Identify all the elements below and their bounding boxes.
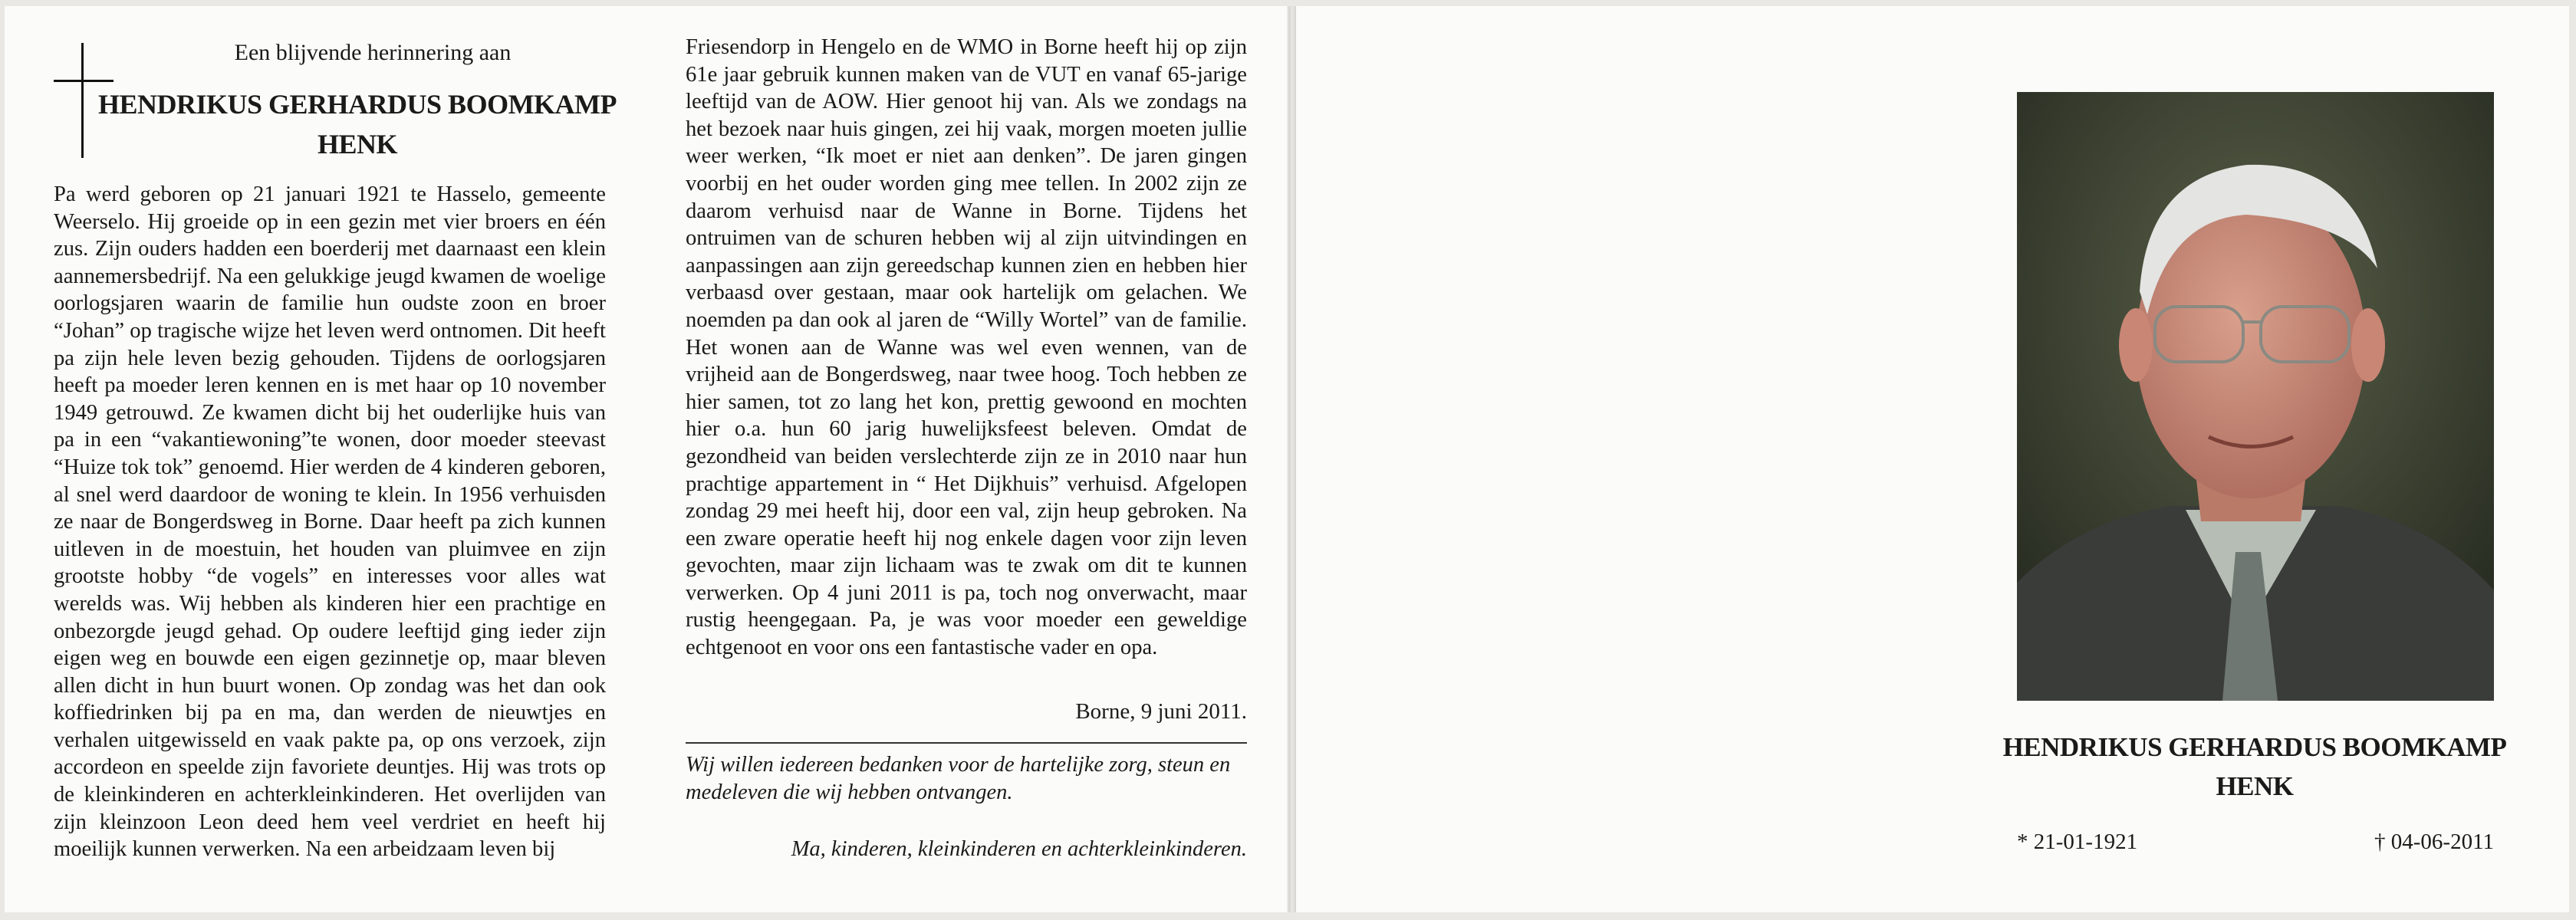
deceased-nickname: HENK — [317, 129, 397, 160]
place-date-signoff: Borne, 9 juni 2011. — [1075, 699, 1247, 724]
cross-icon-bar — [54, 80, 114, 82]
biography-text-1: Pa werd geboren op 21 januari 1921 te Hasselo, gemeente Weerselo. Hij groeide op in een gezin met vier broers en één zus. Zijn ouders hadden een boerderij met daarnaast een klein aannemersbedrijf. Na een gelukkige jeugd kwamen de woelige oorlogsjaren waarin de familie hun oudste zoon en broer “Johan” op tragische wijze het leven werd ontnomen. Dit heeft pa zijn hele leven bezig gehouden. Tijdens de oorlogsjaren heeft pa moeder leren kennen en is met haar op 10 november 1949 getrouwd. Ze kwamen dicht bij het ouderlijke huis van pa in een “vakantiewoning”te wonen, door moeder steevast “Huize tok tok” genoemd. Hier werden de 4 kinderen geboren, al snel werd daardoor de woning te klein. In 1956 verhuisden ze naar de Bongerdsweg in Borne. Daar heeft pa zich kunnen uitleven in de moestuin, het houden van pluimvee en zijn grootste hobby “de vogels” en interesses voor alles wat werelds was. Wij hebben als kinderen hier een prachtige en onbezorgde jeugd gehad. Op oudere leeftijd ging ieder zijn eigen weg en bouwde een eigen gezinnetje op, maar bleven allen dicht in hun buurt wonen. Op zondag was het dan ook koffiedrinken bij pa en ma, dan werden de nieuwtjes en verhalen uitgewisseld en vaak pakte pa, op ons verzoek, zijn accordeon en speelde zijn favoriete deuntjes. Hij was trots op de kleinkinderen en achterkleinkinderen. Het overlijden van zijn kleinzoon Leon deed hem veel verdriet en heeft hij moeilijk kunnen verwerken. Na een arbeidzaam leven bij — [54, 182, 606, 862]
family-signature: Ma, kinderen, kleinkinderen en achterkleinkinderen. — [791, 837, 1247, 861]
biography-column-1 — [54, 181, 606, 863]
deceased-full-name: HENDRIKUS GERHARDUS BOOMKAMP — [97, 89, 617, 120]
death-date: † 04-06-2011 — [2374, 830, 2494, 854]
divider-line — [686, 742, 1247, 744]
birth-date: * 21-01-1921 — [2017, 830, 2138, 854]
biography-column-2 — [686, 34, 1247, 662]
photo-page-name-block — [1994, 728, 2515, 807]
photo-page-full-name: HENDRIKUS GERHARDUS BOOMKAMP — [2002, 732, 2507, 762]
biography-text-2: Friesendorp in Hengelo en de WMO in Borne heeft hij op zijn 61e jaar gebruik kunnen maken van de VUT en vanaf 65-jarige leeftijd van de AOW. Hier genoot hij van. Als we zondags na het bezoek naar huis gingen, zei hij vaak, morgen moeten jullie weer werken, “Ik moet er niet aan denken”. De jaren gingen voorbij en het ouder worden ging mee tellen. In 2002 zijn ze daarom verhuisd naar de Wanne in Borne. Tijdens het ontruimen van de schuren hebben wij al zijn uitvindingen en aanpassingen aan zijn gereedschap kunnen zien en hebben hier verbaasd over gestaan, maar ook hartelijk om gelachen. We noemden pa dan ook al jaren de “Willy Wortel” van de familie. Het wonen aan de Wanne was wel even wennen, van de vrijheid aan de Bongerdsweg, naar twee hoog. Toch hebben ze hier samen, tot zo lang het kon, prettig gewoond en mochten hier o.a. hun 60 jarig huwelijksfeest beleven. Omdat de gezondheid van beiden verslechterde zijn ze in 2010 naar hun prachtige appartement in “ Het Dijkhuis” verhuisd. Afgelopen zondag 29 mei heeft hij, door een val, zijn heup gebroken. Na een zware operatie heeft hij nog enkele dagen voor zijn leven gevochten, maar zijn lichaam was te zwak om dit te kunnen verwerken. Op 4 juni 2011 is pa, toch nog onverwacht, maar rustig heengegaan. Pa, je was voor moeder een geweldige echtgenoot en voor ons een fantastische vader en opa. — [686, 35, 1247, 660]
thanks-text: Wij willen iedereen bedanken voor de hartelijke zorg, steun en medeleven die wij hebben ontvangen. — [686, 753, 1231, 804]
card-fold — [1288, 6, 1296, 912]
deceased-name-block — [97, 84, 618, 164]
intro-text: Een blijvende herinnering aan — [234, 40, 512, 65]
portrait-photo — [2017, 92, 2494, 701]
cross-icon — [81, 43, 84, 158]
photo-page-nickname: HENK — [2216, 770, 2294, 801]
